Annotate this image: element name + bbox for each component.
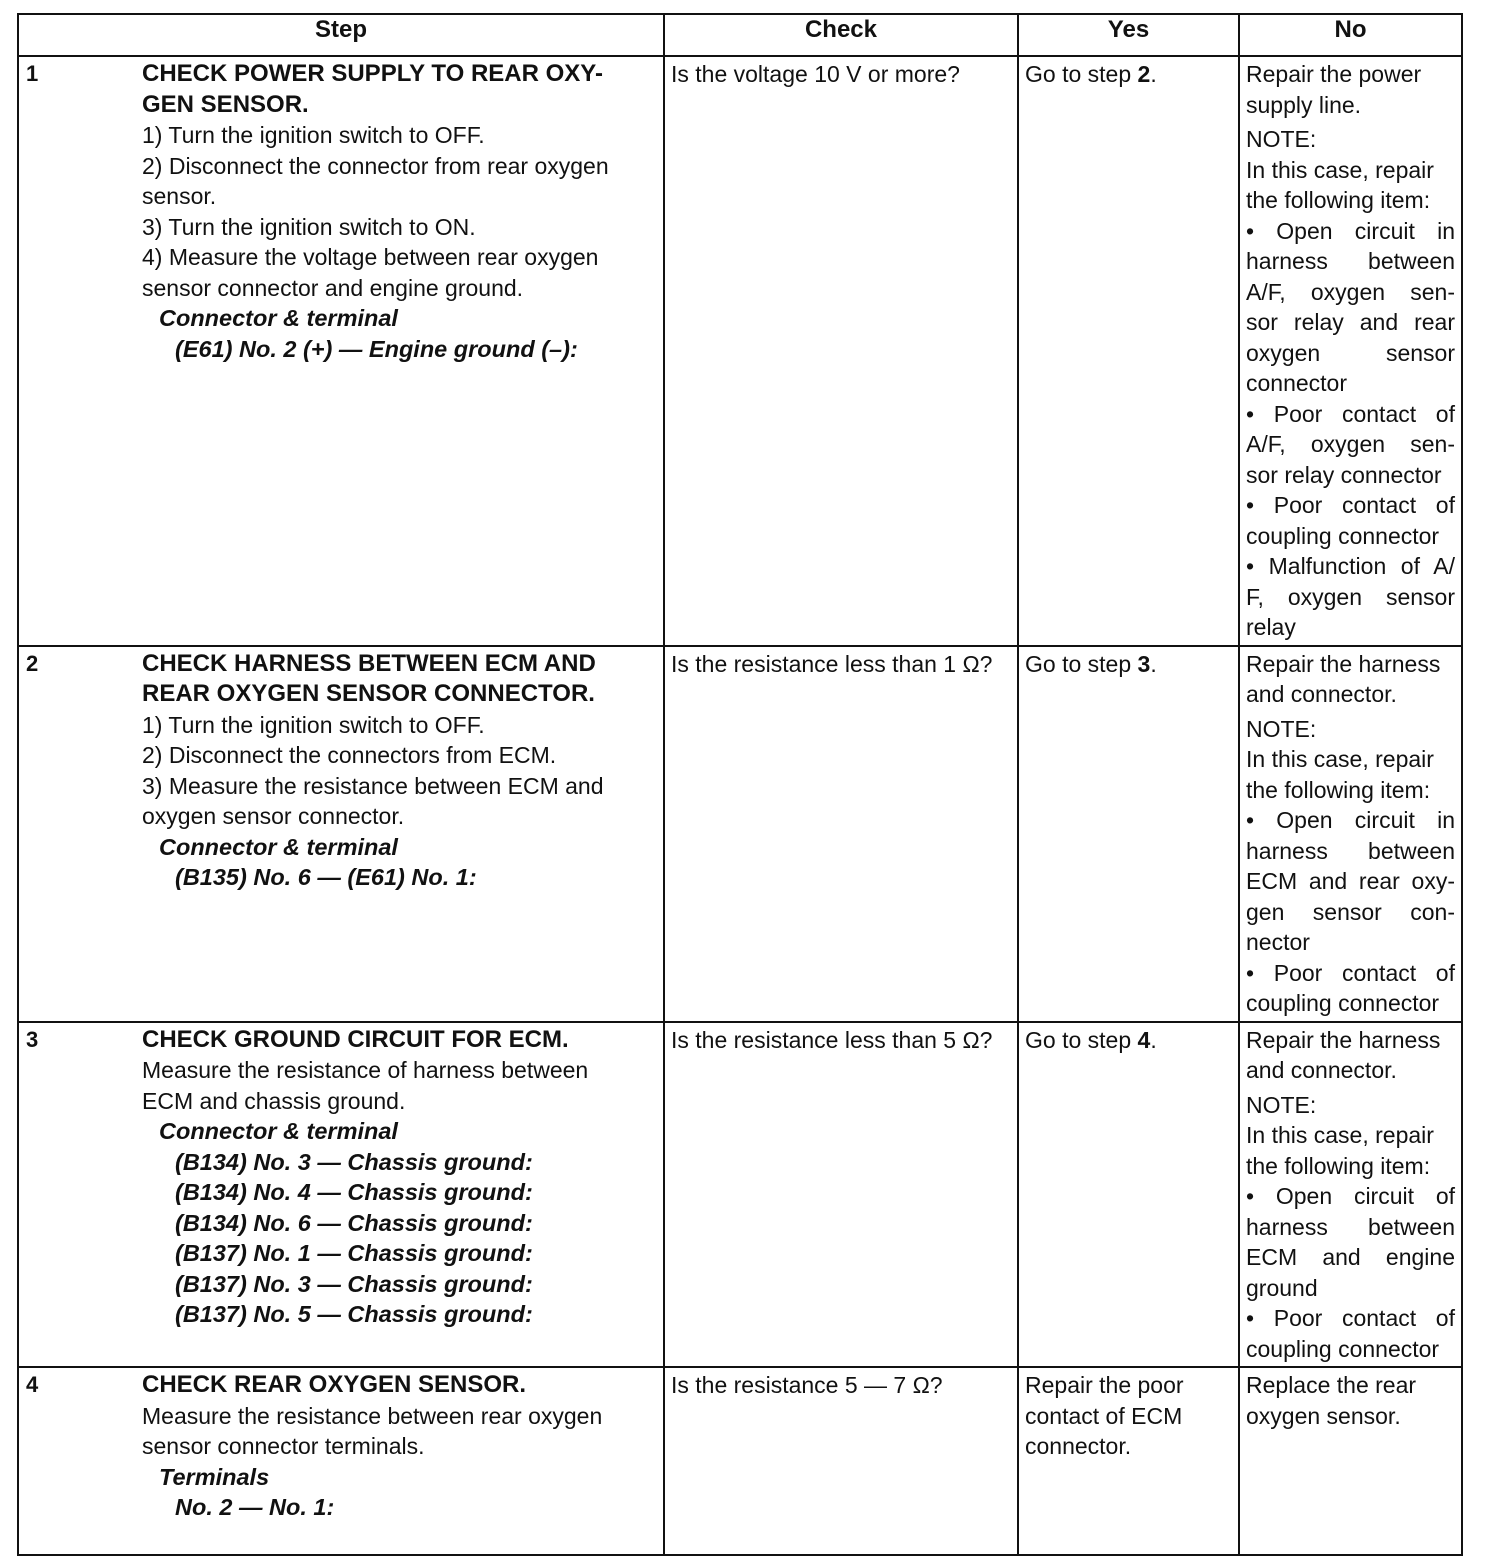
note-label: NOTE: (1246, 126, 1317, 152)
check-cell: Is the resistance less than 5 Ω? (664, 1022, 1018, 1368)
no-cell (1239, 1022, 1462, 1368)
no-line: • Malfunction of A/ (1246, 553, 1455, 579)
spec-line: (B137) No. 5 — Chassis ground: (175, 1301, 533, 1327)
yes-step-number: 2 (1137, 61, 1151, 87)
no-line: In this case, repair (1246, 156, 1434, 183)
yes-cell (1018, 1367, 1239, 1555)
yes-cell (1018, 56, 1239, 646)
header-yes: Yes (1018, 14, 1239, 56)
no-line: harness between (1246, 837, 1455, 864)
step-cell (18, 1022, 664, 1368)
yes-suffix: . (1150, 1026, 1157, 1053)
step-number: 4 (26, 1372, 39, 1397)
no-cell (1239, 56, 1462, 646)
no-line: ECM and engine (1246, 1244, 1455, 1270)
spec-line: (B134) No. 4 — Chassis ground: (175, 1179, 533, 1205)
no-line: ECM and rear oxy- (1246, 868, 1455, 894)
step-cell (18, 646, 664, 1022)
step-line: sensor connector terminals. (142, 1433, 425, 1459)
step-line: 1) Turn the ignition switch to OFF. (142, 122, 485, 148)
no-line: oxygen sensor (1246, 339, 1455, 366)
no-line: sor relay and rear (1246, 309, 1455, 335)
yes-step-number: 4 (1137, 1026, 1151, 1053)
no-line: • Poor contact of (1246, 400, 1455, 427)
table-row (18, 1022, 1462, 1368)
yes-cell (1018, 1022, 1239, 1368)
no-line: coupling connector (1246, 1335, 1440, 1362)
no-line: and connector. (1246, 681, 1397, 707)
note-label: NOTE: (1246, 1091, 1317, 1118)
yes-prefix: Go to step (1025, 650, 1138, 677)
step-line: 2) Disconnect the connectors from ECM. (142, 742, 557, 768)
step-line: 2) Disconnect the connector from rear oxygen (142, 152, 609, 179)
header-step: Step (18, 14, 664, 56)
yes-suffix: . (1150, 650, 1157, 677)
spec-line: (B134) No. 3 — Chassis ground: (175, 1148, 533, 1175)
header-no: No (1239, 14, 1462, 56)
yes-step-number: 3 (1137, 650, 1151, 677)
no-line: In this case, repair (1246, 1122, 1434, 1148)
no-line: A/F, oxygen sen- (1246, 278, 1455, 305)
no-line: connector (1246, 370, 1348, 396)
no-line: F, oxygen sensor (1246, 583, 1455, 610)
no-line: the following item: (1246, 776, 1431, 803)
no-line: Repair the power (1246, 61, 1422, 87)
no-line: the following item: (1246, 187, 1431, 213)
table-row (18, 646, 1462, 1022)
no-line: supply line. (1246, 91, 1362, 118)
no-line: Repair the harness (1246, 650, 1441, 677)
step-line: 4) Measure the voltage between rear oxygen (142, 244, 599, 270)
no-line: • Open circuit of (1246, 1183, 1455, 1209)
check-cell: Is the resistance less than 1 Ω? (664, 646, 1018, 1022)
no-cell (1239, 646, 1462, 1022)
step-number: 3 (26, 1026, 39, 1052)
no-line: harness between (1246, 1213, 1455, 1240)
yes-line: Repair the poor (1025, 1372, 1184, 1398)
no-line: • Open circuit in (1246, 807, 1455, 833)
step-line: Measure the resistance of harness between (142, 1057, 589, 1083)
no-line: coupling connector (1246, 990, 1440, 1016)
table-row (18, 1367, 1462, 1555)
no-line: gen sensor con- (1246, 898, 1455, 925)
no-line: • Poor contact of (1246, 959, 1455, 986)
step-line: 1) Turn the ignition switch to OFF. (142, 711, 485, 738)
note-label: NOTE: (1246, 715, 1317, 742)
step-line: Measure the resistance between rear oxygen (142, 1402, 603, 1429)
step-title: REAR OXYGEN SENSOR CONNECTOR. (142, 680, 595, 707)
no-line: harness between (1246, 248, 1455, 274)
step-line: 3) Measure the resistance between ECM and (142, 772, 604, 799)
spec-label: Connector & terminal (159, 305, 398, 331)
spec-line: (E61) No. 2 (+) — Engine ground (–): (175, 335, 578, 362)
yes-line: connector. (1025, 1433, 1132, 1459)
spec-line: No. 2 — No. 1: (175, 1494, 335, 1520)
header-row (18, 14, 1462, 56)
step-line: oxygen sensor connector. (142, 803, 405, 829)
no-line: • Poor contact of (1246, 1305, 1455, 1331)
spec-line: (B137) No. 1 — Chassis ground: (175, 1240, 533, 1266)
yes-cell (1018, 646, 1239, 1022)
step-line: sensor. (142, 183, 217, 209)
check-cell: Is the resistance 5 — 7 Ω? (664, 1367, 1018, 1555)
step-number: 2 (26, 650, 39, 676)
step-line: sensor connector and engine ground. (142, 274, 524, 301)
spec-line: (B137) No. 3 — Chassis ground: (175, 1270, 533, 1297)
spec-line: (B135) No. 6 — (E61) No. 1: (175, 864, 477, 890)
no-line: • Open circuit in (1246, 217, 1455, 244)
step-title: CHECK REAR OXYGEN SENSOR. (142, 1371, 527, 1398)
no-cell (1239, 1367, 1462, 1555)
no-line: relay (1246, 614, 1296, 640)
no-line: A/F, oxygen sen- (1246, 431, 1455, 457)
step-title: CHECK HARNESS BETWEEN ECM AND (142, 649, 596, 677)
yes-prefix: Go to step (1025, 61, 1138, 87)
yes-suffix: . (1150, 61, 1157, 87)
no-line: coupling connector (1246, 522, 1440, 549)
table-row (18, 56, 1462, 646)
step-cell (18, 56, 664, 646)
no-line: the following item: (1246, 1152, 1431, 1179)
no-line: Repair the harness (1246, 1026, 1441, 1053)
check-cell: Is the voltage 10 V or more? (664, 56, 1018, 646)
no-line: In this case, repair (1246, 746, 1434, 772)
step-title: CHECK POWER SUPPLY TO REAR OXY- (142, 60, 603, 87)
header-check: Check (664, 14, 1018, 56)
step-title: CHECK GROUND CIRCUIT FOR ECM. (142, 1025, 569, 1053)
spec-label: Connector & terminal (159, 1118, 398, 1144)
no-line: nector (1246, 929, 1310, 955)
step-line: 3) Turn the ignition switch to ON. (142, 213, 476, 240)
spec-label: Connector & terminal (159, 833, 398, 860)
step-line: ECM and chassis ground. (142, 1087, 406, 1114)
no-line: • Poor contact of (1246, 492, 1455, 518)
no-line: Replace the rear (1246, 1372, 1417, 1398)
yes-line: contact of ECM (1025, 1402, 1183, 1429)
yes-prefix: Go to step (1025, 1026, 1138, 1053)
diagnostic-table (17, 13, 1463, 1556)
no-line: oxygen sensor. (1246, 1402, 1401, 1429)
step-number: 1 (26, 61, 39, 86)
spec-label: Terminals (159, 1463, 270, 1490)
no-line: ground (1246, 1274, 1318, 1301)
spec-line: (B134) No. 6 — Chassis ground: (175, 1209, 533, 1236)
no-line: and connector. (1246, 1057, 1397, 1083)
step-title: GEN SENSOR. (142, 90, 309, 118)
no-line: sor relay connector (1246, 461, 1442, 488)
step-cell (18, 1367, 664, 1555)
